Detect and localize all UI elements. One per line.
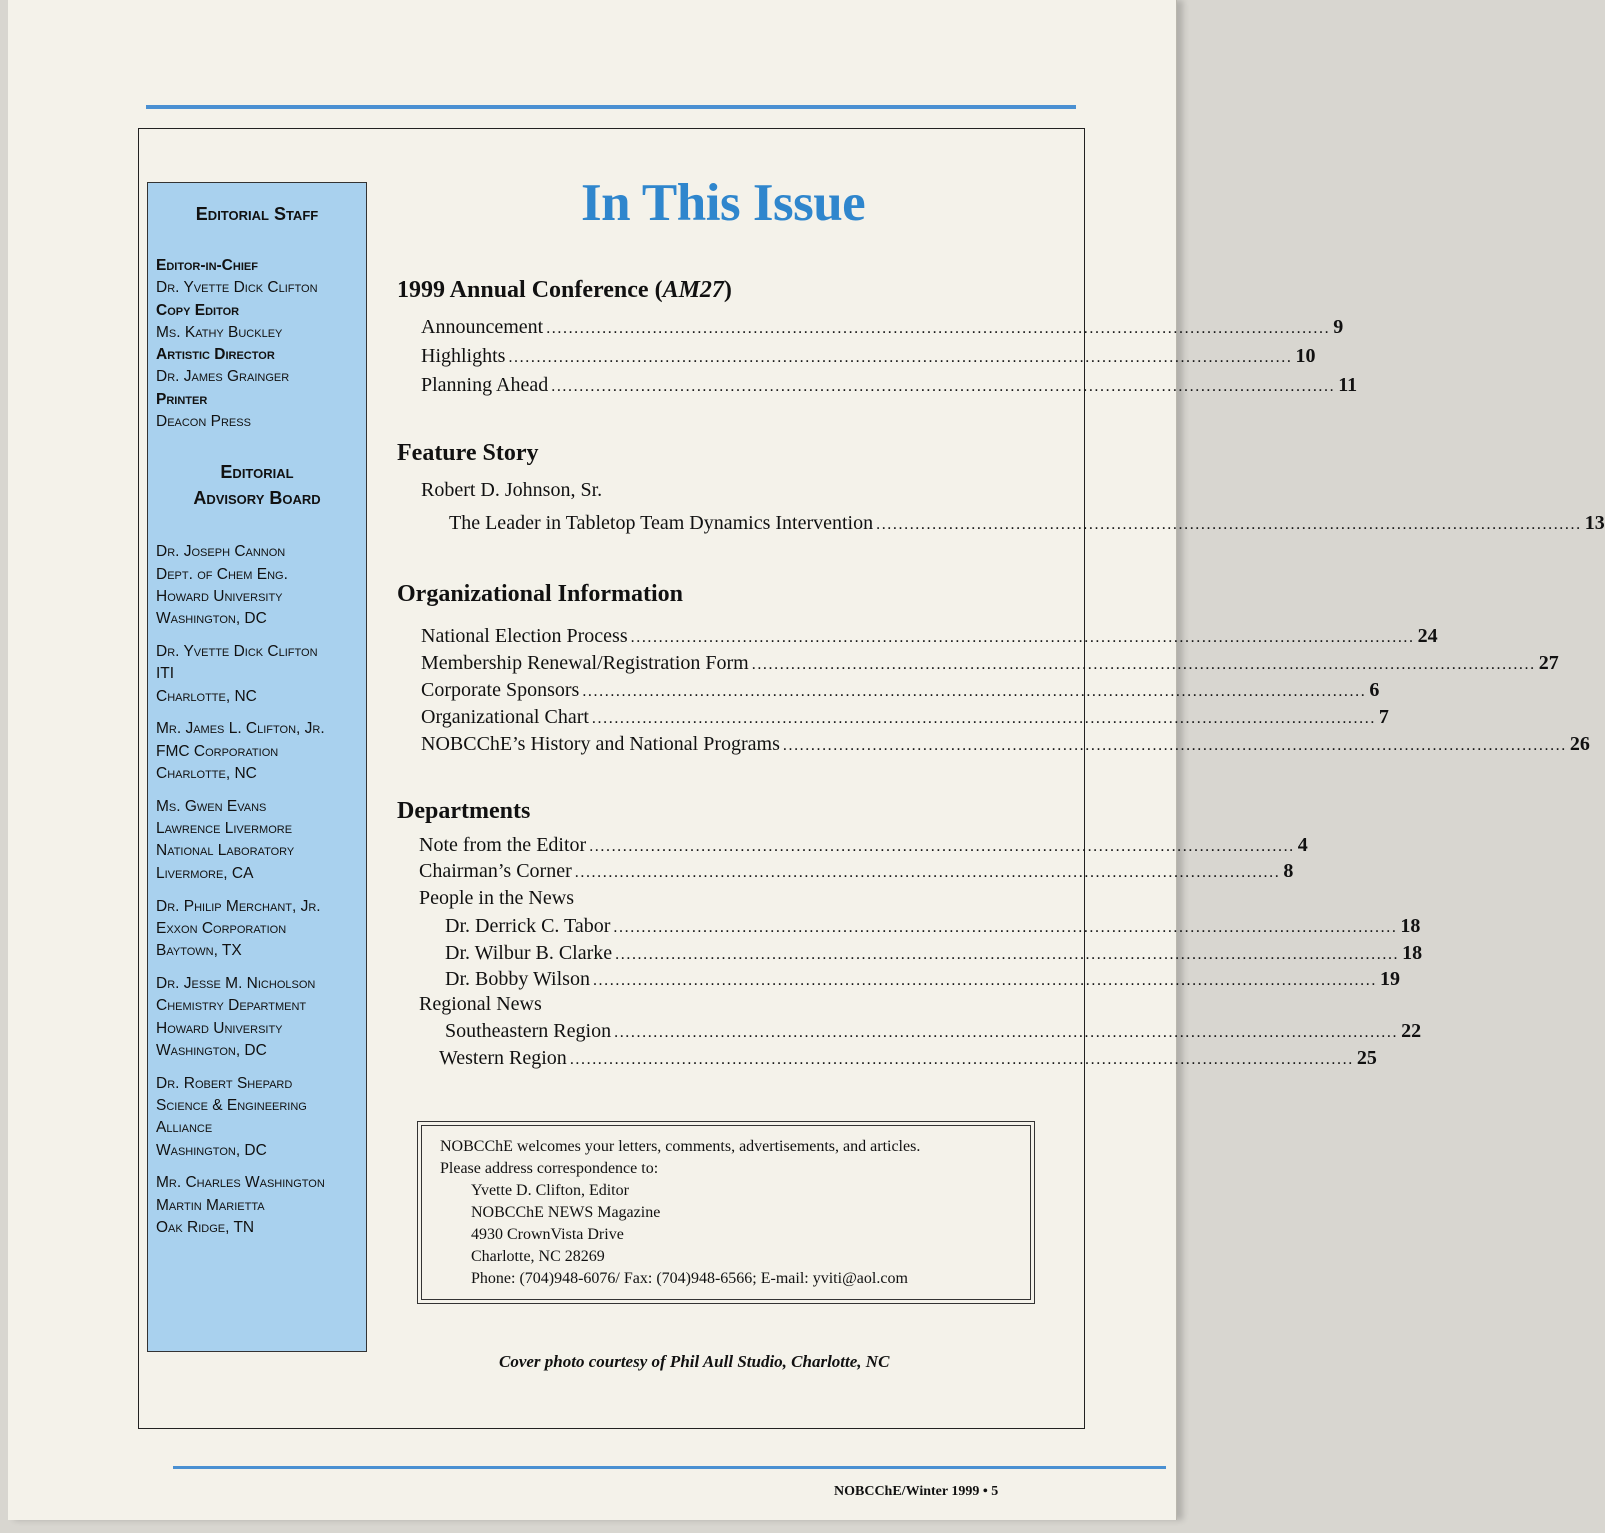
toc-row[interactable] — [421, 650, 1559, 678]
section-heading-departments: Departments — [397, 798, 531, 824]
advisory-member-line: Alliance — [156, 1119, 213, 1137]
magazine-page — [8, 0, 1605, 1520]
toc-title: Dr. Derrick C. Tabor — [445, 915, 611, 937]
editorial-sidebar — [147, 182, 367, 1352]
contact-street: 4930 CrownVista Drive — [471, 1226, 624, 1243]
contact-phone: Phone: (704)948-6076/ Fax: (704)948-6566; E-mail: yviti@aol.com — [471, 1270, 908, 1287]
toc-leader: ............................................................................................................................................ — [630, 629, 1415, 646]
toc-leader: .............................................................................................................................. — [876, 516, 1582, 533]
advisory-member-line: Ms. Gwen Evans — [156, 797, 267, 815]
toc-title: Planning Ahead — [421, 374, 549, 396]
toc-row[interactable] — [419, 832, 1308, 860]
toc-page: 10 — [1295, 345, 1316, 367]
toc-row[interactable] — [445, 966, 1400, 994]
contact-address-prompt: Please address correspondence to: — [440, 1160, 659, 1177]
toc-row[interactable] — [421, 343, 1316, 371]
advisory-member-line: Mr. Charles Washington — [156, 1174, 325, 1192]
toc-page: 26 — [1569, 733, 1590, 755]
toc-leader: ............................................................................................................................................ — [592, 972, 1377, 989]
toc-title: Dr. Wilbur B. Clarke — [445, 941, 613, 964]
toc-leader: ............................................................................................................................................ — [508, 349, 1293, 366]
advisory-member — [156, 896, 366, 963]
toc-row[interactable] — [445, 940, 1423, 968]
feature-author: Robert D. Johnson, Sr. — [421, 479, 603, 501]
toc-leader: .............................................................................................................................. — [589, 838, 1295, 855]
staff-name: Deacon Press — [156, 413, 251, 431]
toc-row[interactable] — [445, 1018, 1422, 1046]
toc-row[interactable] — [421, 623, 1438, 651]
advisory-board-list — [148, 541, 366, 1239]
toc-title: Dr. Bobby Wilson — [445, 968, 590, 990]
toc-title: National Election Process — [421, 625, 628, 647]
toc-leader: ............................................................................................................................................ — [551, 378, 1336, 395]
toc-title: Western Region — [439, 1047, 567, 1069]
toc-page: 7 — [1378, 706, 1389, 728]
advisory-member — [156, 796, 366, 885]
contact-city: Charlotte, NC 28269 — [471, 1248, 605, 1265]
advisory-member-line: Dept. of Chem Eng. — [156, 565, 288, 583]
toc-row[interactable] — [419, 858, 1294, 886]
conference-heading-text: 1999 Annual Conference ( — [397, 277, 663, 303]
advisory-member-line: Dr. Jesse M. Nicholson — [156, 974, 316, 992]
toc-leader: ............................................................................................................................................ — [615, 945, 1400, 963]
advisory-member-line: Baytown, TX — [156, 942, 242, 960]
advisory-member-line: Chemistry Department — [156, 997, 307, 1015]
toc-title: NOBCChE’s History and National Programs — [421, 733, 780, 755]
staff-role: Artistic Director — [156, 346, 275, 364]
advisory-member — [156, 973, 366, 1062]
staff-role: Editor-in-Chief — [156, 257, 258, 274]
advisory-member-line: Dr. Yvette Dick Clifton — [156, 643, 318, 661]
advisory-heading-line1: Editorial — [220, 462, 294, 483]
toc-leader: ............................................................................................................................................ — [614, 1024, 1399, 1041]
page-folio: NOBCChE/Winter 1999 • 5 — [834, 1484, 999, 1499]
advisory-member-line: Mr. James L. Clifton, Jr. — [156, 720, 325, 738]
advisory-heading-line2: Advisory Board — [193, 488, 321, 509]
toc-title: Organizational Chart — [421, 706, 589, 728]
toc-page: 11 — [1338, 374, 1358, 396]
toc-leader: .............................................................................................................................. — [574, 864, 1281, 881]
toc-page: 18 — [1400, 915, 1421, 937]
section-heading-feature: Feature Story — [397, 440, 539, 466]
advisory-member-line: Dr. Robert Shepard — [156, 1074, 293, 1092]
cover-photo-credit: Cover photo courtesy of Phil Aull Studio, Charlotte, NC — [499, 1352, 890, 1371]
toc-page: 8 — [1283, 860, 1294, 882]
toc-row[interactable] — [449, 510, 1605, 538]
toc-title: Corporate Sponsors — [421, 679, 580, 701]
advisory-member-line: Lawrence Livermore — [156, 820, 293, 838]
conference-heading-close: ) — [723, 277, 732, 303]
section-heading-organizational: Organizational Information — [397, 581, 683, 607]
contact-welcome: NOBCChE welcomes your letters, comments, advertisements, and articles. — [440, 1138, 921, 1155]
top-rule — [146, 105, 1076, 109]
toc-page: 6 — [1369, 679, 1380, 701]
toc-page: 25 — [1356, 1047, 1377, 1069]
toc-title: The Leader in Tabletop Team Dynamics Intervention — [449, 512, 874, 534]
toc-title: Membership Renewal/Registration Form — [421, 652, 749, 674]
advisory-member-line: Washington, DC — [156, 1041, 267, 1059]
toc-title: Southeastern Region — [445, 1020, 612, 1042]
conference-heading-italic: AM27 — [662, 277, 724, 303]
toc-title: Highlights — [421, 345, 506, 367]
regional-news-label: Regional News — [419, 993, 542, 1015]
toc-row[interactable] — [421, 314, 1344, 342]
contents-frame — [138, 128, 1605, 1429]
toc-title: Chairman’s Corner — [419, 860, 572, 882]
bottom-rule — [173, 1466, 1166, 1469]
advisory-member-line: Exxon Corporation — [156, 919, 287, 937]
advisory-member-line: ITI — [156, 665, 175, 683]
toc-row[interactable] — [421, 677, 1380, 705]
advisory-member — [156, 718, 366, 785]
toc-page: 19 — [1379, 968, 1400, 990]
advisory-board-heading — [148, 459, 366, 511]
staff-name: Dr. Yvette Dick Clifton — [156, 279, 318, 297]
advisory-member — [156, 641, 366, 708]
correspondence-box — [417, 1121, 1035, 1304]
advisory-member-line: Washington, DC — [156, 610, 267, 628]
advisory-member-line: Dr. Philip Merchant, Jr. — [156, 897, 321, 915]
advisory-member-line: Charlotte, NC — [156, 687, 257, 705]
toc-page: 13 — [1584, 512, 1605, 534]
people-in-news-label: People in the News — [419, 887, 574, 909]
advisory-member-line: Livermore, CA — [156, 864, 254, 882]
toc-leader: ............................................................................................................................................ — [782, 737, 1567, 754]
advisory-member-line: Washington, DC — [156, 1141, 267, 1159]
toc-page: 9 — [1333, 316, 1344, 338]
toc-row[interactable] — [421, 372, 1358, 400]
page-title: In This Issue — [581, 174, 866, 232]
advisory-member-line: Howard University — [156, 587, 283, 605]
staff-name: Dr. James Grainger — [156, 368, 290, 386]
toc-title: Note from the Editor — [419, 834, 587, 856]
staff-role: Printer — [156, 390, 208, 408]
advisory-member-line: Charlotte, NC — [156, 765, 257, 783]
toc-leader: ............................................................................................................................................ — [591, 710, 1376, 727]
advisory-member-line: FMC Corporation — [156, 742, 279, 760]
toc-page: 4 — [1297, 834, 1308, 856]
contact-org: NOBCChE NEWS Magazine — [471, 1204, 661, 1221]
advisory-member — [156, 541, 366, 630]
editorial-staff-heading: Editorial Staff — [195, 204, 319, 224]
toc-row[interactable] — [439, 1045, 1377, 1073]
contact-name: Yvette D. Clifton, Editor — [471, 1182, 629, 1199]
toc-row[interactable] — [421, 704, 1389, 732]
toc-leader: ............................................................................................................................................ — [613, 919, 1398, 936]
toc-leader: ............................................................................................................................................ — [569, 1051, 1354, 1068]
advisory-member-line: National Laboratory — [156, 842, 295, 860]
toc-page: 24 — [1417, 625, 1438, 647]
staff-role: Copy Editor — [156, 301, 240, 319]
advisory-member — [156, 1172, 366, 1239]
section-heading-conference — [397, 277, 732, 304]
toc-leader: ............................................................................................................................................ — [546, 320, 1331, 337]
advisory-member-line: Science & Engineering — [156, 1096, 307, 1114]
advisory-member — [156, 1073, 366, 1162]
advisory-member-line: Martin Marietta — [156, 1196, 265, 1214]
advisory-member-line: Howard University — [156, 1019, 283, 1037]
advisory-member-line: Dr. Joseph Cannon — [156, 543, 286, 561]
toc-title: Announcement — [421, 316, 544, 338]
advisory-member-line: Oak Ridge, TN — [156, 1218, 255, 1236]
editorial-staff-list — [148, 255, 366, 433]
toc-page: 22 — [1401, 1020, 1422, 1042]
toc-leader: ............................................................................................................................................ — [582, 683, 1367, 700]
toc-page: 27 — [1538, 652, 1559, 674]
toc-page: 18 — [1402, 941, 1423, 964]
toc-row[interactable] — [421, 731, 1590, 759]
toc-row[interactable] — [445, 913, 1421, 941]
staff-name: Ms. Kathy Buckley — [156, 323, 283, 341]
toc-leader: ............................................................................................................................................ — [751, 656, 1536, 673]
